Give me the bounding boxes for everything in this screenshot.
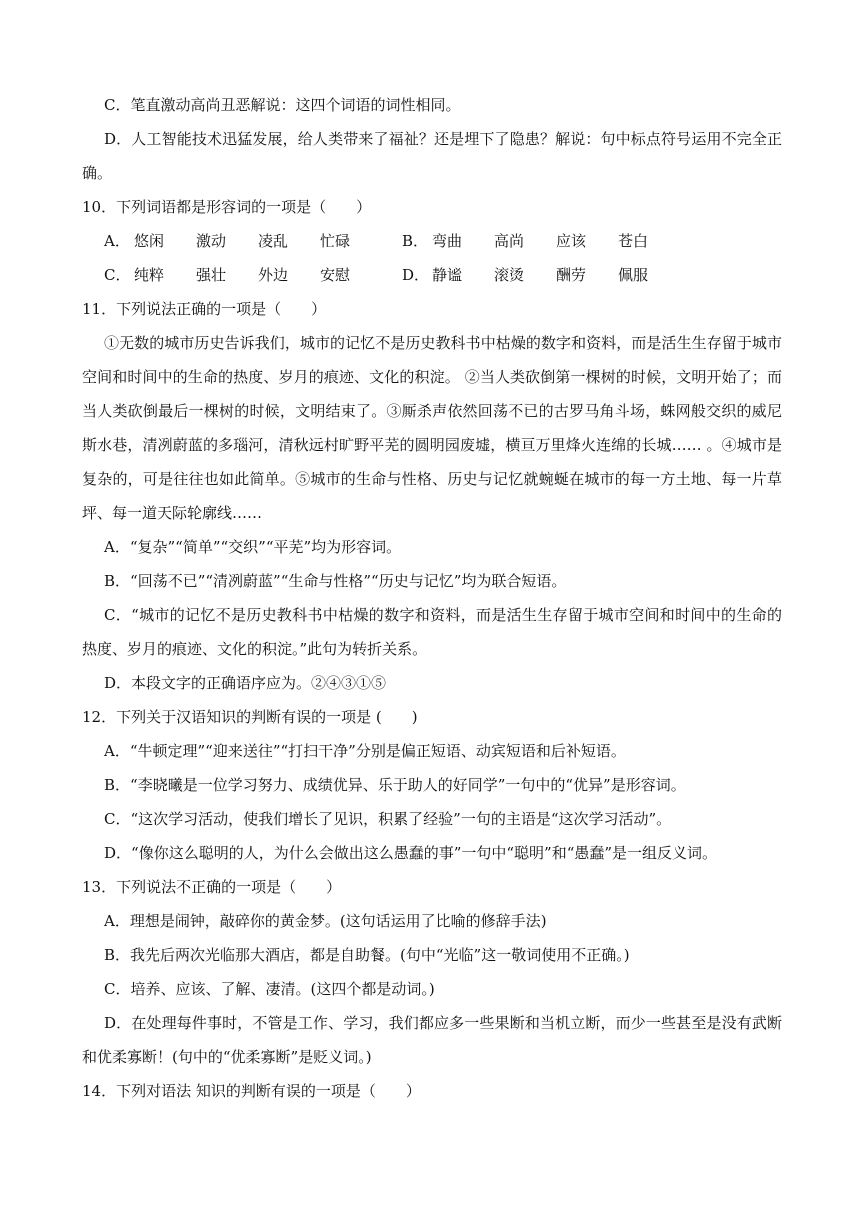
q9-option-c: C．笔直激动高尚丑恶解说：这四个词语的词性相同。 <box>104 96 461 114</box>
q11-option-d: D．本段文字的正确语序应为。②④③①⑤ <box>104 674 387 692</box>
q12-title: 12．下列关于汉语知识的判断有误的一项是 ( ) <box>82 708 418 726</box>
q13-option-d: D．在处理每件事时，不管是工作、学习，我们都应多一些果断和当机立断，而少一些甚至是没有武断和优柔寡断！(句中的“优柔寡断”是贬义词。) <box>82 1014 782 1066</box>
q10-title: 10．下列词语都是形容词的一项是（ ） <box>82 198 372 216</box>
q12-option-a: A．“牛顿定理”“迎来送往”“打扫干净”分别是偏正短语、动宾短语和后补短语。 <box>104 742 626 760</box>
q10-option-a-word: 凌乱 <box>258 232 289 250</box>
q10-option-a-label: A． <box>104 232 130 250</box>
q10-option-d-label: D． <box>402 266 430 284</box>
q11-option-c: C．“城市的记忆不是历史教科书中枯燥的数字和资料，而是活生生存留于城市空间和时间中的生命的热度、岁月的痕迹、文化的积淀。”此句为转折关系。 <box>82 606 782 658</box>
q11-title: 11．下列说法正确的一项是（ ） <box>82 300 327 318</box>
q13-title: 13．下列说法不正确的一项是（ ） <box>82 878 342 896</box>
q10-option-a-word: 悠闲 <box>134 232 165 250</box>
q10-option-b-word: 高尚 <box>494 232 525 250</box>
q14-title: 14．下列对语法 知识的判断有误的一项是（ ） <box>82 1082 421 1100</box>
q10-option-b-word: 应该 <box>556 232 587 250</box>
q10-option-b-word: 苍白 <box>618 232 649 250</box>
q10-option-c-label: C． <box>104 266 131 284</box>
q11-passage: ①无数的城市历史告诉我们，城市的记忆不是历史教科书中枯燥的数字和资料，而是活生生存留于城市空间和时间中的生命的热度、岁月的痕迹、文化的积淀。 ②当人类砍倒第一棵树的时候，文明开始了；而当人类砍倒最后一棵树的时候，文明结束了。③厮杀声依然回荡不已的古罗马角斗场，蛛网般交织的威尼斯水巷，清冽蔚蓝的多瑙河，清秋远村旷野平芜的圆明园废墟，横亘万里烽火连绵的长城…… 。④城市是复杂的，可是往往也如此简单。⑤城市的生命与性格、历史与记忆就蜿蜒在城市的每一方土地、每一片草坪、每一道天际轮廓线…… <box>82 334 782 522</box>
q10-option-c-word: 强壮 <box>196 266 227 284</box>
q10-option-d-word: 佩服 <box>618 266 649 284</box>
q10-option-d-word: 滚烫 <box>494 266 525 284</box>
q13-option-b: B．我先后两次光临那大酒店，都是自助餐。(句中“光临”这一敬词使用不正确。) <box>104 946 630 964</box>
q9-option-d: D．人工智能技术迅猛发展，给人类带来了福祉？还是埋下了隐患？解说：句中标点符号运用不完全正确。 <box>82 130 782 182</box>
q11-option-a: A．“复杂”“简单”“交织”“平芜”均为形容词。 <box>104 538 402 556</box>
q10-option-a-word: 激动 <box>196 232 227 250</box>
q10-option-b-word: 弯曲 <box>432 232 463 250</box>
q12-option-c: C．“这次学习活动，使我们增长了见识，积累了经验”一句的主语是“这次学习活动”。 <box>104 810 672 828</box>
page-content <box>82 88 782 1108</box>
q10-option-b-label: B． <box>402 232 429 250</box>
q10-option-d-word: 酬劳 <box>556 266 587 284</box>
q12-option-d: D．“像你这么聪明的人，为什么会做出这么愚蠢的事”一句中“聪明”和“愚蠢”是一组反义词。 <box>104 844 718 862</box>
q13-option-a: A．理想是闹钟，敲碎你的黄金梦。(这句话运用了比喻的修辞手法) <box>104 912 547 930</box>
q10-option-c-word: 安慰 <box>320 266 351 284</box>
q10-option-a-word: 忙碌 <box>320 232 351 250</box>
q10-options-row-2 <box>82 258 782 292</box>
q10-option-c-word: 外边 <box>258 266 289 284</box>
q13-option-c: C．培养、应该、了解、凄清。(这四个都是动词。) <box>104 980 435 998</box>
q10-options-row-1 <box>82 224 782 258</box>
q10-option-d-word: 静谧 <box>432 266 463 284</box>
q12-option-b: B．“李晓曦是一位学习努力、成绩优异、乐于助人的好同学”一句中的“优异”是形容词。 <box>104 776 686 794</box>
q10-option-c-word: 纯粹 <box>134 266 165 284</box>
q11-option-b: B．“回荡不已”“清冽蔚蓝”“生命与性格”“历史与记忆”均为联合短语。 <box>104 572 567 590</box>
